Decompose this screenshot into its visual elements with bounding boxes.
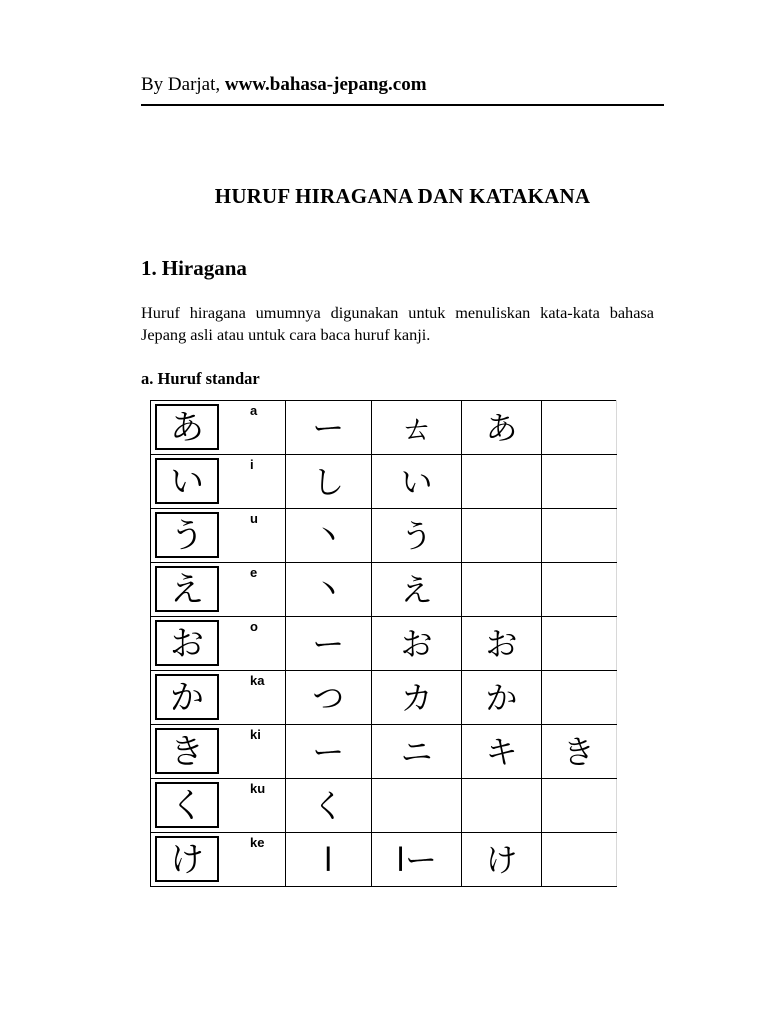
stroke-step: あ <box>485 408 518 447</box>
stroke-step: え <box>400 570 433 609</box>
stroke-step: ー <box>312 408 345 447</box>
stroke-step-cell <box>541 509 616 563</box>
kana-row <box>151 725 617 779</box>
stroke-step: う <box>400 516 433 555</box>
stroke-step: ニ <box>400 732 433 771</box>
stroke-step: き <box>562 732 595 771</box>
stroke-step-cell <box>371 455 461 509</box>
stroke-step-cell <box>285 779 371 833</box>
stroke-step-cell <box>541 779 616 833</box>
kana-row <box>151 617 617 671</box>
section-number: 1. <box>141 256 157 280</box>
stroke-step-cell <box>541 455 616 509</box>
kana-main-cell <box>151 833 286 887</box>
romaji-label: i <box>250 457 254 472</box>
kana-main-cell <box>151 563 286 617</box>
stroke-step-cell <box>541 833 616 887</box>
romaji-label: o <box>250 619 258 634</box>
stroke-step: お <box>485 624 518 663</box>
stroke-step-cell <box>462 617 541 671</box>
stroke-step-cell <box>541 617 616 671</box>
romaji-label: ka <box>250 673 265 688</box>
stroke-step: し <box>312 462 345 501</box>
stroke-step: キ <box>485 732 518 771</box>
kana-main-cell <box>151 455 286 509</box>
romaji-label: a <box>250 403 258 418</box>
intro-paragraph: Huruf hiragana umumnya digunakan untuk menuliskan kata-kata bahasa Jepang asli atau untuk cara baca huruf kanji. <box>141 303 654 344</box>
stroke-step-cell <box>371 779 461 833</box>
stroke-step: カ <box>400 678 433 717</box>
stroke-step: い <box>400 462 433 501</box>
stroke-step-cell <box>371 671 461 725</box>
stroke-step: ー <box>312 624 345 663</box>
stroke-step-cell <box>371 725 461 779</box>
stroke-step-cell <box>371 401 461 455</box>
stroke-step-cell <box>541 725 616 779</box>
hiragana-table-body <box>151 401 617 887</box>
kana-character: く <box>155 782 219 828</box>
kana-character: え <box>155 566 219 612</box>
stroke-step: l <box>323 840 333 879</box>
hiragana-stroke-table <box>150 400 617 887</box>
kana-main-cell <box>151 509 286 563</box>
kana-main-cell <box>151 779 286 833</box>
stroke-step-cell <box>285 563 371 617</box>
stroke-step-cell <box>462 401 541 455</box>
kana-character: か <box>155 674 219 720</box>
kana-row <box>151 671 617 725</box>
kana-row <box>151 563 617 617</box>
kana-character: お <box>155 620 219 666</box>
stroke-step-cell <box>462 671 541 725</box>
stroke-step-cell <box>371 563 461 617</box>
stroke-step: ㄊ <box>400 408 433 447</box>
stroke-step-cell <box>285 509 371 563</box>
kana-main-cell <box>151 401 286 455</box>
stroke-step: つ <box>312 678 345 717</box>
header-divider <box>141 104 664 106</box>
page-header <box>141 72 427 98</box>
stroke-step-cell <box>285 671 371 725</box>
kana-character: き <box>155 728 219 774</box>
stroke-step-cell <box>541 401 616 455</box>
stroke-step-cell <box>285 401 371 455</box>
document-title: HURUF HIRAGANA DAN KATAKANA <box>214 184 591 208</box>
kana-row <box>151 455 617 509</box>
kana-row <box>151 509 617 563</box>
stroke-step-cell <box>285 455 371 509</box>
kana-character: う <box>155 512 219 558</box>
romaji-label: u <box>250 511 258 526</box>
stroke-step: け <box>485 840 518 879</box>
website-link[interactable]: www.bahasa-jepang.com <box>224 74 427 95</box>
kana-row <box>151 779 617 833</box>
stroke-step-cell <box>541 671 616 725</box>
kana-character: い <box>155 458 219 504</box>
stroke-step: お <box>400 624 433 663</box>
stroke-step: lー <box>396 840 438 879</box>
kana-character: あ <box>155 404 219 450</box>
stroke-step-cell <box>462 833 541 887</box>
author-credit: By Darjat, <box>141 74 225 95</box>
romaji-label: e <box>250 565 258 580</box>
stroke-step-cell <box>462 563 541 617</box>
section-title: Hiragana <box>161 256 247 280</box>
section-heading <box>141 255 247 281</box>
kana-row <box>151 401 617 455</box>
stroke-step: 丶 <box>312 570 345 609</box>
stroke-step: く <box>312 786 345 825</box>
stroke-step-cell <box>541 563 616 617</box>
stroke-step-cell <box>371 833 461 887</box>
stroke-step-cell <box>285 725 371 779</box>
stroke-step: か <box>485 678 518 717</box>
stroke-step-cell <box>285 833 371 887</box>
kana-main-cell <box>151 671 286 725</box>
stroke-step: ー <box>312 732 345 771</box>
kana-main-cell <box>151 725 286 779</box>
kana-character: け <box>155 836 219 882</box>
stroke-step-cell <box>462 725 541 779</box>
kana-main-cell <box>151 617 286 671</box>
stroke-step-cell <box>462 509 541 563</box>
stroke-step-cell <box>462 455 541 509</box>
stroke-step-cell <box>371 509 461 563</box>
subsection-heading: a. Huruf standar <box>141 369 260 388</box>
stroke-step-cell <box>371 617 461 671</box>
romaji-label: ku <box>250 781 266 796</box>
stroke-step: 丶 <box>312 516 345 555</box>
kana-row <box>151 833 617 887</box>
romaji-label: ke <box>250 835 265 850</box>
stroke-step-cell <box>462 779 541 833</box>
stroke-step-cell <box>285 617 371 671</box>
romaji-label: ki <box>250 727 261 742</box>
